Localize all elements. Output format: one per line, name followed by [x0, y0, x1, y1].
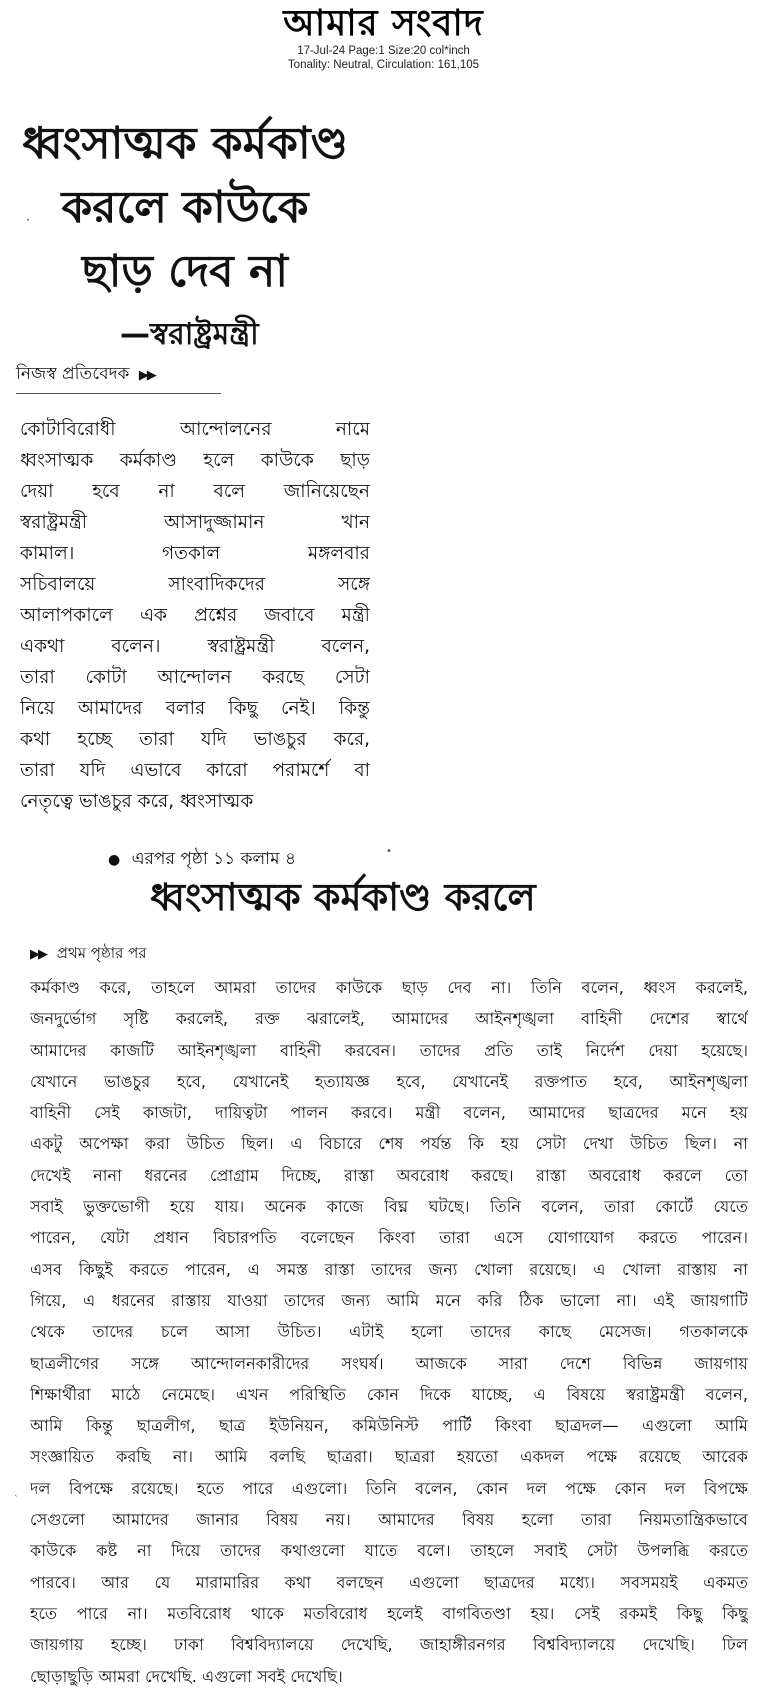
continuation-label — [30, 942, 147, 967]
lead-paragraph-line: দেয়া হবে না বলে জানিয়েছেন — [20, 481, 370, 502]
lead-paragraph-line: আলাপকালে এক প্রশ্নের জবাবে মন্ত্রী — [20, 605, 370, 626]
lead-paragraph-line: নিয়ে আমাদের বলার কিছু নেই। কিন্তু — [20, 698, 370, 719]
body-paragraph-line: আমাদের কাজটি আইনশৃঙ্খলা বাহিনী করবেন। তাদের প্রতি তাই নির্দেশ দেয়া হয়েছে। — [30, 1040, 748, 1060]
body-paragraph-line: কর্মকাণ্ড করে, তাহলে আমরা তাদের কাউকে ছাড় দেব না। তিনি বলেন, ধ্বংস করলেই, — [30, 978, 748, 997]
clipping-meta-line-2: Tonality: Neutral, Circulation: 161,105 — [287, 59, 480, 71]
continuation-label-text: প্রথম পৃষ্ঠার পর — [56, 944, 147, 962]
body-paragraph-line: কাউকে কষ্ট না দিয়ে তাদের কথাগুলো যাতে বলে। তাহলে সবাই সেটা উপলব্ধি করতে — [30, 1541, 748, 1561]
body-paragraph-line: ছাত্রলীগের সঙ্গে আন্দোলনকারীদের সংঘর্ষ। আজকে সারা দেশে বিভিন্ন জায়গায় — [30, 1353, 748, 1373]
stray-dot: · — [26, 213, 30, 227]
body-paragraph-line: জায়গায় হচ্ছে। ঢাকা বিশ্ববিদ্যালয়ে দেখেছি, জাহাঙ্গীরনগর বিশ্ববিদ্যালয়ে দেখেছি। ঢিল — [30, 1635, 748, 1655]
body-paragraph-line: সেগুলো আমাদের জানার বিষয় নয়। আমাদের বিষয় হলো তারা নিয়মতান্ত্রিকভাবে — [30, 1510, 748, 1530]
newspaper-logo: আমার সংবাদ — [283, 3, 484, 44]
lead-paragraph-line: সচিবালয়ে সাংবাদিকদের সঙ্গে — [20, 574, 370, 595]
body-paragraph-line: শিক্ষার্থীরা মাঠে নেমেছে। এখন পরিস্থিতি কোন দিকে যাচ্ছে, এ বিষয়ে স্বরাষ্ট্রমন্ত্রী বলেন, — [30, 1384, 748, 1404]
lead-paragraph-line: ধ্বংসাত্মক কর্মকাণ্ড হলে কাউকে ছাড় — [20, 450, 370, 471]
lead-paragraph-line: কামাল। গতকাল মঙ্গলবার — [20, 543, 370, 564]
byline — [16, 361, 221, 394]
headline-line-1: ধ্বংসাত্মক কর্মকাণ্ড — [22, 118, 348, 169]
lead-paragraph-line: স্বরাষ্ট্রমন্ত্রী আসাদুজ্জামান খান — [20, 512, 370, 533]
body-paragraph-line: পারবে। আর যে মারামারির কথা বলছেন এগুলো ছাত্রদের মধ্যে। সবসময়ই একমত — [30, 1572, 748, 1592]
byline-text: নিজস্ব প্রতিবেদক — [16, 364, 130, 384]
continuation-title: ধ্বংসাত্মক কর্মকাণ্ড করলে — [150, 875, 536, 919]
lead-paragraph-line: একথা বলেন। স্বরাষ্ট্রমন্ত্রী বলেন, — [20, 636, 370, 657]
body-paragraph-line: সবাই ভুক্তভোগী হয়ে যায়। অনেক কাজে বিঘ্ন ঘটছে। তিনি বলেন, তারা কোর্টে যেতে — [30, 1197, 748, 1217]
body-paragraph-line: গিয়ে, এ ধরনের রাস্তায় যাওয়া তাদের জন্য আমি মনে করি ঠিক ভালো না। এই জায়গাটি — [30, 1290, 748, 1310]
body-paragraph-line: পারেন, যেটা প্রধান বিচারপতি বলেছেন কিংবা তারা এসে যোগাযোগ করতে পারেন। — [30, 1228, 748, 1248]
body-paragraph-line: দেখেই নানা ধরনের প্রোগ্রাম দিচ্ছে, রাস্তা অবরোধ করছে। রাস্তা অবরোধ করলে তো — [30, 1165, 748, 1185]
bullet-icon: ● — [108, 852, 121, 868]
body-paragraph-line: হতে পারে না। মতবিরোধ থাকে মতবিরোধ হলেই বাগবিতণ্ডা হয়। সেই রকমই কিছু কিছু — [30, 1603, 748, 1623]
clipping-meta-line-1: 17-Jul-24 Page:1 Size:20 col*inch — [297, 45, 470, 57]
continuation-body — [30, 972, 748, 1692]
lead-paragraph-line: তারা কোটা আন্দোলন করছে সেটা — [20, 667, 370, 688]
body-paragraph-line: আমি কিন্তু ছাত্রলীগ, ছাত্র ইউনিয়ন, কমিউনিস্ট পার্টি কিংবা ছাত্রদল— এগুলো আমি — [30, 1416, 748, 1436]
body-paragraph-line: দল বিপক্ষে রয়েছে। হতে পারে এগুলো। তিনি বলেন, কোন দল পক্ষে কোন দল বিপক্ষে — [30, 1478, 748, 1498]
body-paragraph-line: থেকে তাদের চলে আসা উচিত। এটাই হলো তাদের কাছে মেসেজ। গতকালকে — [30, 1322, 748, 1342]
stray-tick: ` — [14, 1495, 19, 1505]
main-headline — [20, 112, 350, 304]
jump-text: এরপর পৃষ্ঠা ১১ কলাম ৪ — [131, 849, 296, 869]
masthead — [0, 4, 767, 72]
body-paragraph-line: জনদুর্ভোগ সৃষ্টি করলেই, রক্ত ঝরালেই, আমাদের আইনশৃঙ্খলা বাহিনী দেশের স্বার্থে — [30, 1009, 748, 1029]
lead-paragraph-line: তারা যদি এভাবে কারো পরামর্শে বা — [20, 760, 370, 781]
headline-line-2: করলে কাউকে — [61, 182, 309, 233]
lead-paragraph-line: কোটাবিরোধী আন্দোলনের নামে — [20, 419, 370, 440]
byline-arrow-icon: ▶▶ — [138, 368, 155, 383]
continuation-arrow-icon: ▶▶ — [30, 947, 46, 962]
body-paragraph-line: যেখানে ভাঙচুর হবে, যেখানেই হত্যাযজ্ঞ হবে, যেখানেই রক্তপাত হবে, আইনশৃঙ্খলা — [30, 1071, 748, 1091]
lead-column — [20, 414, 370, 817]
headline-attribution: —স্বরাষ্ট্রমন্ত্রী — [120, 317, 259, 352]
body-paragraph-line: সংজ্ঞায়িত করছি না। আমি বলছি ছাত্ররা। ছাত্ররা হয়তো একদল পক্ষে রয়েছে আরেক — [30, 1447, 748, 1467]
headline-line-3: ছাড় দেব না — [82, 246, 288, 297]
body-paragraph-line: একটু অপেক্ষা করা উচিত ছিল। এ বিচারে শেষ পর্যন্ত কি হয় সেটা দেখা উচিত ছিল। না — [30, 1134, 748, 1154]
stray-mark: • — [386, 846, 392, 857]
body-paragraph-line: বাহিনী সেই কাজটা, দায়িত্বটা পালন করবে। মন্ত্রী বলেন, আমাদের ছাত্রদের মনে হয় — [30, 1103, 748, 1123]
lead-paragraph-line: নেতৃত্বে ভাঙচুর করে, ধ্বংসাত্মক — [20, 791, 254, 812]
body-paragraph-line: এসব কিছুই করতে পারেন, এ সমস্ত রাস্তা তাদের জন্য খোলা রয়েছে। এ খোলা রাস্তায় না — [30, 1259, 748, 1279]
body-paragraph-line: ছোড়াছুড়ি আমরা দেখেছি. এগুলো সবই দেখেছি। — [30, 1666, 343, 1686]
lead-paragraph-line: কথা হচ্ছে তারা যদি ভাঙচুর করে, — [20, 729, 370, 750]
